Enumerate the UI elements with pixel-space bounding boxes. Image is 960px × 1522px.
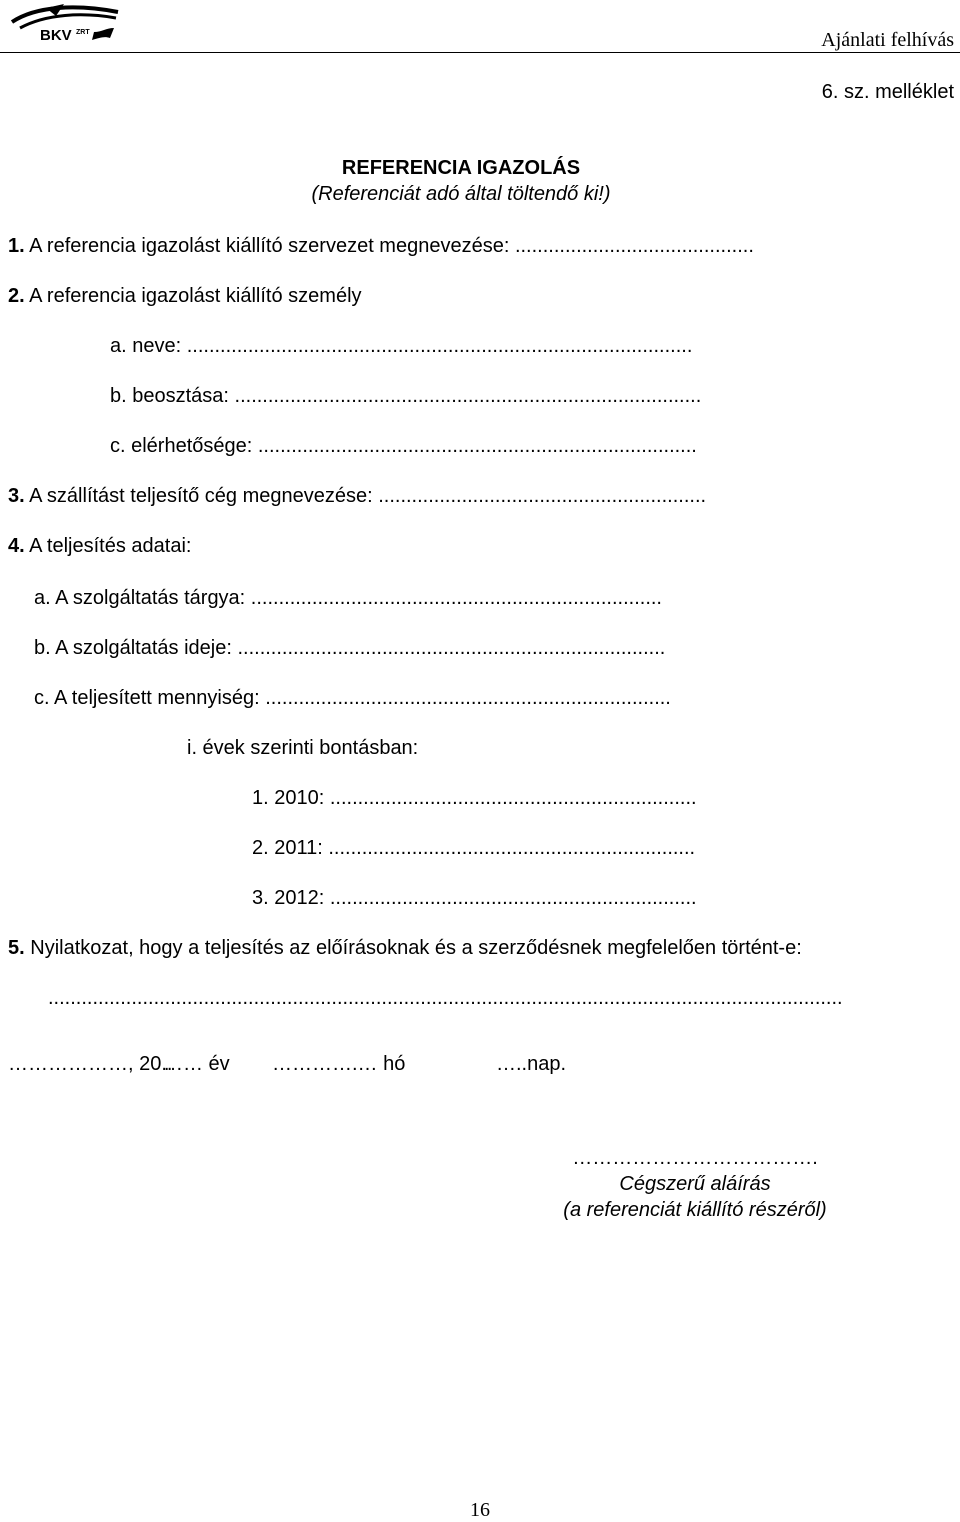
item-1 <box>8 234 754 258</box>
year-2010-line: 1. 2010: .................................................................. <box>252 787 697 809</box>
page-number: 16 <box>470 1499 490 1521</box>
item-2-number: 2. <box>8 285 25 307</box>
header-rule <box>0 52 960 53</box>
item-2-text: A referencia igazolást kiállító személy <box>29 285 362 307</box>
logo-suffix: ZRT <box>76 29 90 36</box>
item-5-text: Nyilatkozat, hogy a teljesítés az előírásoknak és a szerződésnek megfelelően történt-e: <box>30 937 802 959</box>
item-3-text: A szállítást teljesítő cég megnevezése: ........................................................... <box>29 485 707 507</box>
item-1-text: A referencia igazolást kiállító szervezet megnevezése: ........................................... <box>29 235 754 257</box>
bkv-logo <box>6 2 124 46</box>
year-2011-line: 2. 2011: .................................................................. <box>252 837 696 859</box>
item-5-answer-line: ............................................................................................................................................... <box>48 987 843 1009</box>
page-title: REFERENCIA IGAZOLÁS <box>341 157 581 179</box>
item-4 <box>8 534 191 558</box>
signature-line: ………………………………. <box>572 1147 818 1169</box>
item-2b-position: b. beosztása: .................................................................................... <box>110 385 702 407</box>
item-4a-subject: a. A szolgáltatás tárgya: .......................................................................... <box>34 587 662 609</box>
item-4b-duration: b. A szolgáltatás ideje: ............................................................................. <box>34 637 666 659</box>
date-month: ………….… hó <box>272 1053 406 1075</box>
annex-label <box>822 80 954 104</box>
annex-text: 6. sz. melléklet <box>821 81 954 103</box>
item-3-number: 3. <box>8 485 25 507</box>
signature-label: Cégszerű aláírás <box>619 1173 771 1195</box>
item-1-number: 1. <box>8 235 25 257</box>
item-5 <box>8 936 802 960</box>
item-4-text: A teljesítés adatai: <box>29 535 192 557</box>
item-4c-quantity: c. A teljesített mennyiség: ......................................................................... <box>34 687 671 709</box>
document-type: Ajánlati felhívás <box>821 29 954 51</box>
item-5-number: 5. <box>8 937 25 959</box>
item-3 <box>8 484 706 508</box>
year-2012-line: 3. 2012: .................................................................. <box>252 887 697 909</box>
item-2c-contact: c. elérhetősége: ............................................................................... <box>110 435 697 457</box>
signature-sublabel: (a referenciát kiállító részéről) <box>563 1199 827 1221</box>
item-2 <box>8 284 362 308</box>
item-4ci-by-year: i. évek szerinti bontásban: <box>187 737 419 759</box>
page-subtitle: (Referenciát adó által töltendő ki!) <box>311 183 611 205</box>
logo-text: BKV <box>40 27 72 44</box>
item-4-number: 4. <box>8 535 25 557</box>
date-place: ………………, 20.. <box>8 1053 173 1075</box>
item-2a-name: a. neve: ........................................................................................... <box>110 335 693 357</box>
date-day: …..nap. <box>496 1053 567 1075</box>
date-year: …… év <box>163 1053 230 1075</box>
